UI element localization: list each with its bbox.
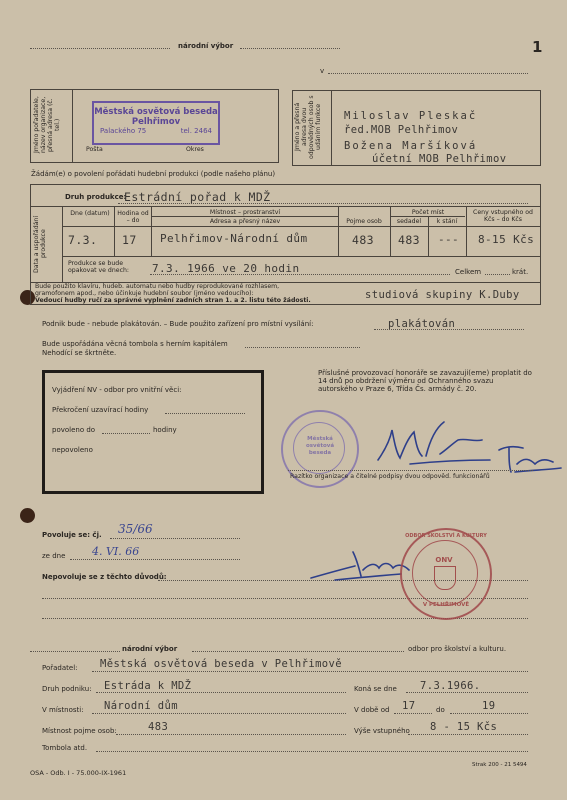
col-pocet: Počet míst	[411, 209, 445, 216]
repeat-label: Produkce se bude opakovat ve dnech:	[68, 260, 129, 274]
footer-tombola-line	[96, 751, 528, 752]
row-pojme: 483	[352, 233, 374, 247]
signature-2	[495, 438, 565, 478]
druh-label: Druh produkce:	[65, 193, 127, 201]
col-pojme: Pojme osob	[346, 218, 382, 225]
ze-dne-value: 4. VI. 66	[92, 545, 140, 558]
druh-line	[118, 203, 528, 204]
production-rule	[30, 206, 540, 207]
music-line2: gramofonem apod., nebo účinkuje hudební soubor (jméno vedoucího):	[35, 290, 254, 297]
nv-line2b: hodiny	[153, 426, 177, 434]
stamp-inner-text: ONV	[435, 556, 453, 564]
header-rule	[62, 226, 540, 227]
plakat-line	[374, 329, 524, 330]
col-kstani: k stání	[436, 218, 458, 225]
row-adresa: Pelhřimov-Národní dům	[160, 232, 308, 245]
music-line1: Bude použito klavíru, hudeb. automatu nebo hudby reprodukované rozhlasem,	[35, 283, 280, 290]
small-stamp-text: Městská osvětová beseda	[305, 436, 335, 456]
col-sep	[114, 206, 115, 256]
footer-poradatel-value: Městská osvětová beseda v Pelhřimově	[100, 658, 342, 670]
col-dne: Dne (datum)	[70, 210, 110, 217]
footer-poradatel-line	[92, 671, 528, 672]
posta-label: Pošta	[86, 146, 103, 153]
col-misto: Místnost – prostranství	[209, 209, 281, 216]
punch-hole	[20, 508, 35, 523]
footer-v-line	[192, 651, 404, 652]
row-dne: 7.3.	[68, 233, 98, 247]
stamp-line4: tel. 2464	[180, 127, 212, 135]
row-sedadel: 483	[398, 233, 420, 247]
celkem-label: Celkem	[455, 268, 482, 276]
footer-vdobe-line	[394, 713, 432, 714]
povoluje-label: Povoluje se: čj.	[42, 531, 102, 539]
sign-line	[288, 470, 533, 471]
footer-kona-line	[406, 692, 528, 693]
krat-label: krát.	[512, 268, 529, 276]
footer-mistnost-value: Národní dům	[104, 700, 178, 712]
footer-mistnost-label: V místnosti:	[42, 706, 84, 714]
side-divider	[62, 206, 63, 282]
footer-vyse-line	[408, 734, 528, 735]
col-sep	[338, 206, 339, 256]
footer-nv-label: národní výbor	[122, 645, 178, 653]
ze-dne-line	[70, 559, 240, 560]
row-rule	[62, 256, 540, 257]
tombola-line1: Bude uspořádána věcná tombola s herním kapitálem	[42, 340, 228, 348]
print-right: Strak 200 - 21 5494	[472, 762, 527, 768]
celkem-line	[485, 274, 510, 275]
druh-value: Estrádní pořad k MDŽ	[124, 190, 271, 204]
music-value: studiová skupiny K.Duby	[365, 289, 520, 301]
footer-vdobe-label: V době od	[354, 706, 390, 714]
office-round-stamp	[400, 528, 492, 620]
footer-poradatel-label: Pořadatel:	[42, 664, 78, 672]
footer-druh-line	[96, 692, 346, 693]
okres-label: Okres	[186, 146, 204, 153]
footer-pojme-value: 483	[148, 721, 169, 733]
person2-role: účetní MOB Pelhřimov	[372, 153, 507, 165]
production-side-label: Data a uspořádání produkce	[33, 215, 47, 273]
sign-label: Razítko organizace a čitelné podpisy dvou odpověd. funkcionářů	[290, 473, 490, 480]
page-number: 1	[532, 38, 543, 56]
nv-title: Vyjádření NV - odbor pro vnitřní věci:	[52, 386, 182, 394]
footer-kona-value: 7.3.1966.	[420, 680, 481, 692]
footer-druh-label: Druh podniku:	[42, 685, 92, 693]
stamp-bottom-text: V PELHŘIMOVĚ	[422, 602, 470, 608]
repeat-value: 7.3. 1966 ve 20 hodin	[152, 262, 300, 275]
tombola-line	[245, 347, 360, 348]
col-hodina: Hodina od – do	[117, 210, 149, 224]
nv-line1-dots	[165, 413, 245, 414]
tombola-line2: Nehodící se škrtněte.	[42, 349, 117, 357]
footer-tombola-label: Tombola atd.	[42, 744, 88, 752]
coat-of-arms-icon	[434, 566, 456, 590]
povoluje-value: 35/66	[118, 522, 153, 536]
organization-stamp	[92, 101, 220, 145]
organizer-side-label: Jméno pořadatele, název organizace, přesná adresa (č. tel.)	[33, 96, 61, 154]
row-hodina: 17	[122, 233, 137, 247]
row-kstani: ---	[438, 233, 460, 246]
plakat-text: Podnik bude - nebude plakátován. – Bude použito zařízení pro místní vysílání:	[42, 320, 314, 328]
row-ceny: 8-15 Kčs	[478, 233, 535, 246]
col-sedadel: sedadel	[396, 218, 422, 225]
footer-vyse-label: Výše vstupného	[354, 727, 410, 735]
print-left: OSA - Odb. I - 75.000-IX-1961	[30, 769, 127, 777]
col-subrule	[152, 216, 338, 217]
col-adresa: Adresa a přesný název	[209, 218, 281, 225]
narodni-vybor-label: národní výbor	[178, 42, 234, 50]
footer-pojme-label: Místnost pojme osob:	[42, 727, 117, 735]
footer-druh-value: Estráda k MDŽ	[104, 680, 192, 692]
col-sep	[466, 206, 467, 256]
stamp-line1: Městská osvětová beseda	[94, 107, 218, 117]
nv-line2a: povoleno do	[52, 426, 96, 434]
repeat-line	[150, 274, 450, 275]
nv-line-right	[240, 48, 340, 49]
person2-name: Božena Maršíková	[344, 140, 478, 152]
plakat-value: plakátován	[388, 318, 456, 330]
col-ceny: Ceny vstupného od Kčs – do Kčs	[473, 209, 533, 223]
footer-kona-label: Koná se dne	[354, 685, 397, 693]
stamp-outer-text: ODBOR ŠKOLSTVÍ A KULTURY	[405, 533, 487, 539]
signature-1	[370, 410, 500, 470]
responsible-side-label: Jméno a přesná adresa dvou odpovědných osob s udáním funkce	[294, 95, 322, 159]
v-line	[328, 73, 528, 74]
footer-vdobe-from: 17	[402, 700, 416, 712]
footer-vdobe-to: 19	[482, 700, 496, 712]
royalty-text: Příslušné provozovací honoráře se zavazuji(eme) proplatit do 14 dnů po obdržení výměru od Ochranného svazu autorského v Praze 6, Třída Čs. armády č. 20.	[318, 369, 532, 393]
v-prefix: v	[320, 67, 325, 75]
footer-mistnost-line	[92, 713, 346, 714]
footer-vyse-value: 8 - 15 Kčs	[430, 721, 498, 733]
stamp-line3: Palackého 75	[100, 127, 147, 135]
person1-role: řed.MOB Pelhřimov	[344, 124, 459, 136]
footer-vdobe-to-line	[450, 713, 528, 714]
footer-odbor-label: odbor pro školství a kulturu.	[408, 645, 507, 653]
stamp-line2: Pelhřimov	[131, 117, 181, 127]
ze-dne-label: ze dne	[42, 552, 66, 560]
responsible-divider	[331, 90, 332, 165]
nv-line	[30, 48, 170, 49]
footer-vdobe-do: do	[436, 706, 445, 714]
footer-nv-line	[30, 651, 120, 652]
nv-line2-dots	[102, 433, 150, 434]
person1-name: Miloslav Pleskač	[344, 110, 478, 122]
povoluje-line	[110, 538, 240, 539]
footer-pojme-line	[116, 734, 346, 735]
organizer-divider	[72, 89, 73, 162]
nv-line3: nepovoleno	[52, 446, 93, 454]
nv-line1: Překročení uzavírací hodiny	[52, 406, 149, 414]
music-line3: Vedoucí hudby ručí za správné vyplnění zadních stran 1. a 2. listu této žádosti.	[35, 297, 311, 304]
request-line: Žádám(e) o povolení pořádati hudební produkci (podle našeho plánu)	[31, 170, 276, 178]
nepovoluje-label: Nepovoluje se z těchto důvodů:	[42, 573, 167, 581]
